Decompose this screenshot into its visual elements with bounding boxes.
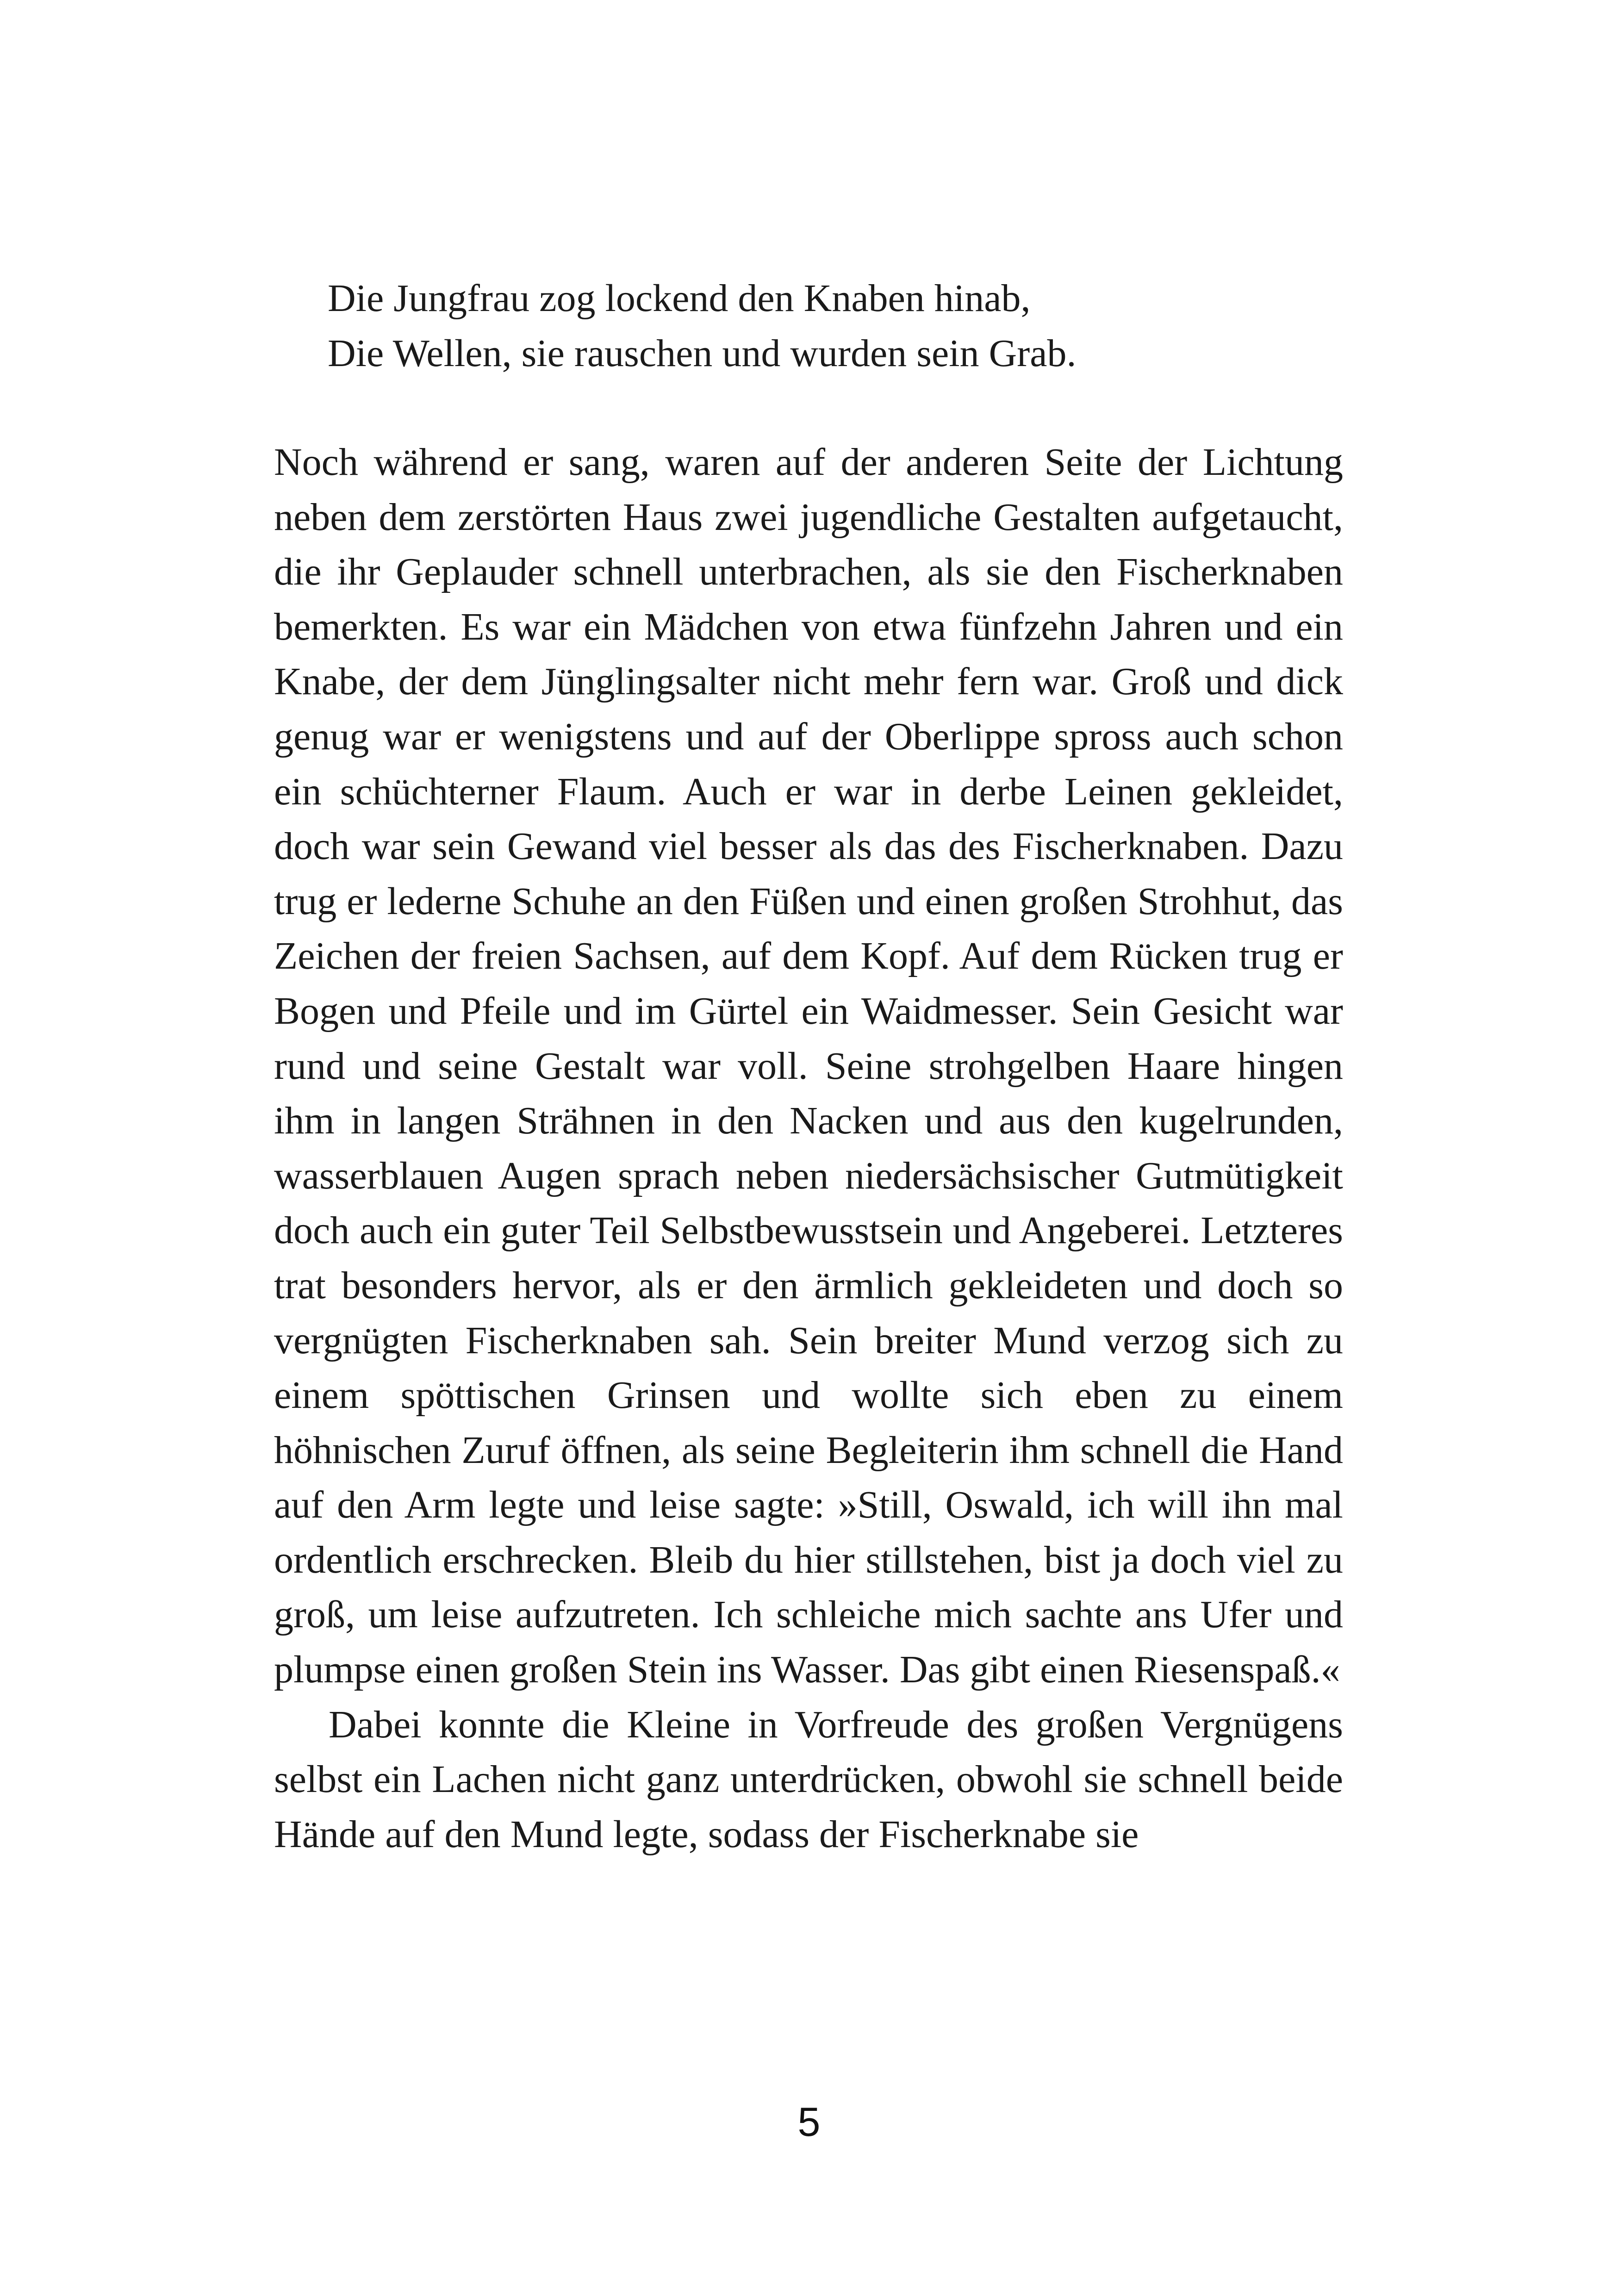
paragraph-2: Dabei konnte die Kleine in Vorfreude des großen Vergnügens selbst ein Lachen nicht ganz unterdrücken, obwohl sie schnell beide Hände auf den Mund legte, sodass der Fischerknabe sie	[274, 1703, 1343, 1856]
verse-line-1: Die Jungfrau zog lockend den Knaben hinab,	[328, 277, 1031, 320]
body-text	[274, 435, 1343, 1862]
verse-block	[328, 271, 1077, 381]
page-number: 5	[797, 2099, 821, 2145]
verse-line-2: Die Wellen, sie rauschen und wurden sein Grab.	[328, 332, 1077, 375]
paragraph-1: Noch während er sang, waren auf der anderen Seite der Lichtung neben dem zerstörten Haus zwei jugendliche Gestalten aufgetaucht, die ihr Geplauder schnell unterbrachen, als sie den Fischerknaben bemerkten. Es war ein Mädchen von etwa fünfzehn Jahren und ein Knabe, der dem Jünglingsalter nicht mehr fern war. Groß und dick genug war er wenigstens und auf der Oberlippe spross auch schon ein schüchterner Flaum. Auch er war in derbe Leinen gekleidet, doch war sein Gewand viel besser als das des Fischerknaben. Dazu trug er lederne Schuhe an den Füßen und einen großen Strohhut, das Zeichen der freien Sachsen, auf dem Kopf. Auf dem Rücken trug er Bogen und Pfeile und im Gürtel ein Waidmesser. Sein Gesicht war rund und seine Gestalt war voll. Seine strohgelben Haare hingen ihm in langen Strähnen in den Nacken und aus den kugelrunden, wasserblauen Augen sprach neben niedersächsischer Gutmütigkeit doch auch ein guter Teil Selbstbewusstsein und Angeberei. Letzteres trat besonders hervor, als er den ärmlich gekleideten und doch so vergnügten Fischerknaben sah. Sein breiter Mund verzog sich zu einem spöttischen Grinsen und wollte sich eben zu einem höhnischen Zuruf öffnen, als seine Begleiterin ihm schnell die Hand auf den Arm legte und leise sagte: »Still, Oswald, ich will ihn mal ordentlich erschrecken. Bleib du hier stillstehen, bist ja doch viel zu groß, um leise aufzutreten. Ich schleiche mich sachte ans Ufer und plumpse einen großen Stein ins Wasser. Das gibt einen Riesenspaß.«	[274, 441, 1343, 1692]
